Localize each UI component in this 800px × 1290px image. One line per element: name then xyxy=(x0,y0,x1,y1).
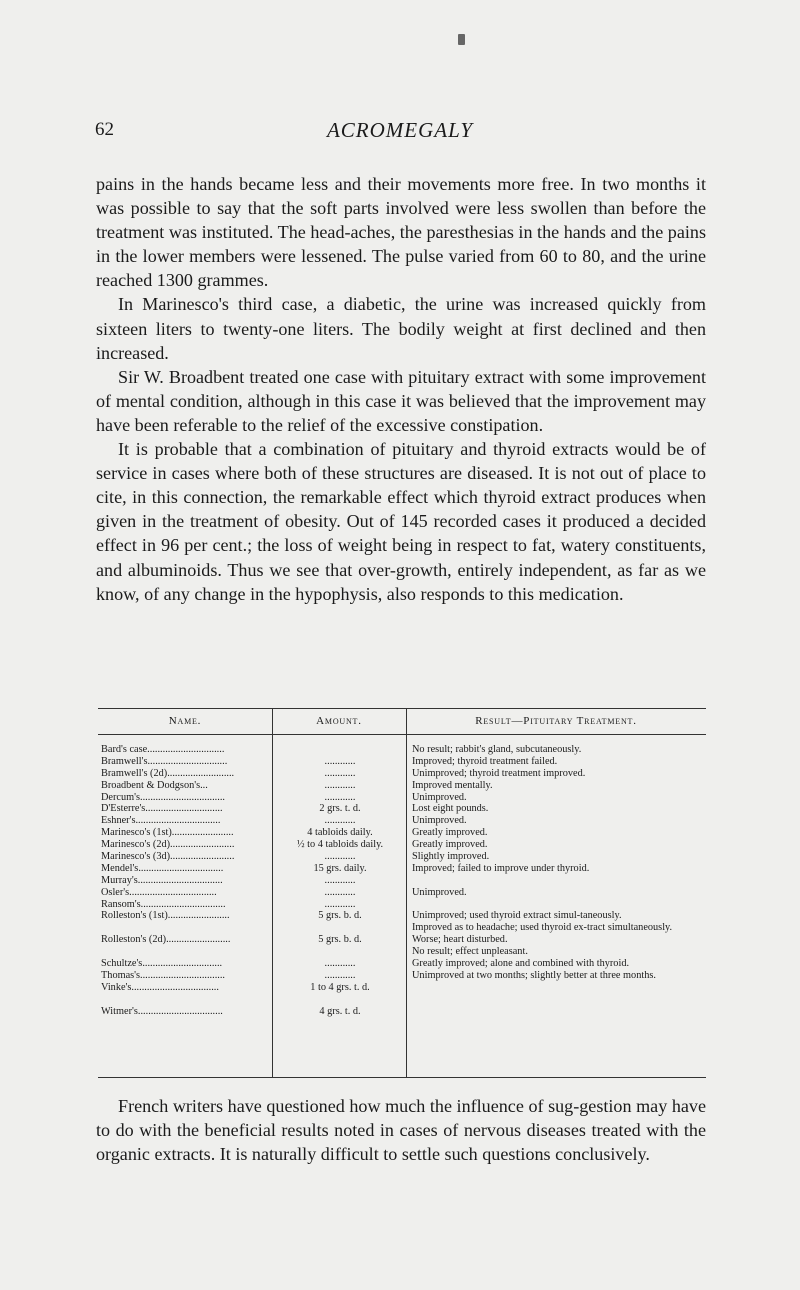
treatment-table xyxy=(98,708,706,1078)
result-cell: Greatly improved. xyxy=(412,827,488,839)
paragraph: In Marinesco's third case, a diabetic, the urine was increased quickly from sixteen liters to twenty-one liters. The bodily weight at first declined and then increased. xyxy=(96,294,706,363)
body-text-bottom xyxy=(96,1094,706,1166)
amount-cell: ............ xyxy=(324,779,356,791)
amount-cell: 5 grs. b. d. xyxy=(318,934,362,946)
name-cell: Eshner's................................. xyxy=(101,815,221,827)
amount-cell: 4 grs. t. d. xyxy=(319,1005,361,1017)
result-cell: Improved; thyroid treatment failed. xyxy=(412,755,558,767)
result-cell: Improved mentally. xyxy=(412,779,493,791)
result-cell: Unimproved at two months; slightly better at three months. xyxy=(412,969,656,981)
name-cell: Witmer's................................. xyxy=(101,1005,223,1017)
result-cell: Lost eight pounds. xyxy=(412,803,489,815)
name-cell xyxy=(101,922,271,934)
result-cell: Greatly improved; alone and combined with thyroid. xyxy=(412,958,630,970)
amount-cell: 5 grs. b. d. xyxy=(318,910,362,922)
amount-cell xyxy=(276,922,404,934)
table-bottom-rule xyxy=(98,1077,706,1078)
name-cell: D'Esterre's.............................. xyxy=(101,803,223,815)
result-cell: Slightly improved. xyxy=(412,851,490,863)
name-cell xyxy=(101,1017,271,1029)
name-cell xyxy=(101,946,271,958)
table-column-divider xyxy=(406,708,407,1077)
name-cell: Rolleston's (2d)......................... xyxy=(101,934,231,946)
amount-cell: ½ to 4 tabloids daily. xyxy=(296,839,384,851)
amount-cell xyxy=(276,744,404,756)
result-cell: Unimproved. xyxy=(412,791,467,803)
amount-cell: ............ xyxy=(324,898,356,910)
binding-mark xyxy=(458,34,465,45)
paragraph: pains in the hands became less and their movements more free. In two months it was possible to say that the soft parts involved were less swollen than before the treatment was instituted. The head-aches, the paresthesias in the hands and the pains in the lower members were lessened. The pulse varied from 60 to 80, and the urine reached 1300 grammes. xyxy=(96,174,706,291)
header-result: Result—Pituitary Treatment. xyxy=(475,715,637,727)
result-cell: Unimproved. xyxy=(412,815,467,827)
amount-cell: 15 grs. daily. xyxy=(313,862,367,874)
name-cell: Bard's case.............................. xyxy=(101,744,225,755)
table-column-divider xyxy=(272,708,273,1077)
header-name: Name. xyxy=(168,715,202,727)
result-cell: Greatly improved. xyxy=(412,839,488,851)
result-column xyxy=(412,744,704,982)
table-header-rule xyxy=(98,734,706,735)
paragraph: French writers have questioned how much the influence of sug-gestion may have to do with the beneficial results noted in cases of nervous diseases treated with the organic extracts. It is naturally difficult to settle such questions conclusively. xyxy=(96,1096,706,1165)
name-cell: Bramwell's (2d).......................... xyxy=(101,767,235,779)
result-cell xyxy=(412,875,704,887)
name-cell xyxy=(101,994,271,1006)
result-cell xyxy=(412,899,704,911)
amount-cell: 4 tabloids daily. xyxy=(307,827,373,839)
running-head: ACROMEGALY xyxy=(326,118,474,142)
result-cell: Improved as to headache; used thyroid ex-tract simultaneously. xyxy=(412,922,673,934)
name-cell: Osler's.................................. xyxy=(101,886,217,898)
name-cell: Mendel's................................. xyxy=(101,862,224,874)
amount-cell: ............ xyxy=(324,755,356,767)
body-text-top xyxy=(96,172,706,606)
page-number: 62 xyxy=(95,119,114,140)
result-cell: Unimproved; thyroid treatment improved. xyxy=(412,767,586,779)
result-cell: Unimproved. xyxy=(412,886,467,898)
name-cell: Broadbent & Dodgson's... xyxy=(101,779,208,791)
amount-cell xyxy=(276,994,404,1006)
name-cell: Marinesco's (3d)......................... xyxy=(101,851,235,863)
name-cell: Marinesco's (1st)........................ xyxy=(101,827,234,839)
amount-cell xyxy=(276,1017,404,1029)
name-cell: Vinke's.................................. xyxy=(101,981,219,993)
paragraph: It is probable that a combination of pituitary and thyroid extracts would be of service in cases where both of these structures are diseased. It is not out of place to cite, in this connection, the remarkable effect which thyroid extract produces when given in the treatment of obesity. Out of 145 recorded cases it produced a decided effect in 96 per cent.; the loss of weight being in respect to fat, watery constituents, and albuminoids. Thus we see that over-growth, entirely independent, as far as we know, of any change in the hypophysis, also responds to this medication. xyxy=(96,439,706,604)
name-cell: Marinesco's (2d)......................... xyxy=(101,839,235,851)
amount-cell: ............ xyxy=(324,969,356,981)
amount-cell: ............ xyxy=(324,874,356,886)
amount-cell: 2 grs. t. d. xyxy=(319,803,361,815)
name-cell: Ransom's................................. xyxy=(101,898,226,910)
name-column xyxy=(101,744,271,1029)
header-amount: Amount. xyxy=(316,715,362,727)
result-cell: No result; effect unpleasant. xyxy=(412,946,528,958)
name-cell: Dercum's................................. xyxy=(101,791,225,803)
name-cell: Schultze's............................... xyxy=(101,958,223,970)
name-cell: Rolleston's (1st)........................ xyxy=(101,910,230,922)
result-cell: No result; rabbit's gland, subcutaneously. xyxy=(412,744,582,755)
amount-cell: ............ xyxy=(324,791,356,803)
name-cell: Murray's................................. xyxy=(101,874,223,886)
amount-cell: 1 to 4 grs. t. d. xyxy=(310,981,370,993)
amount-cell xyxy=(276,946,404,958)
paragraph: Sir W. Broadbent treated one case with pituitary extract with some improvement of mental condition, although in this case it was believed that the improvement may have been referable to the relief of the excessive constipation. xyxy=(96,366,706,435)
result-cell: Worse; heart disturbed. xyxy=(412,934,508,946)
amount-cell: ............ xyxy=(324,815,356,827)
amount-cell: ............ xyxy=(324,886,356,898)
amount-cell: ............ xyxy=(324,767,356,779)
table-top-rule xyxy=(98,708,706,709)
result-cell: Improved; failed to improve under thyroid. xyxy=(412,862,590,874)
name-cell: Thomas's................................. xyxy=(101,969,225,981)
amount-column xyxy=(276,744,404,1029)
amount-cell: ............ xyxy=(324,851,356,863)
amount-cell: ............ xyxy=(324,958,356,970)
name-cell: Bramwell's............................... xyxy=(101,755,228,767)
result-cell: Unimproved; used thyroid extract simul-taneously. xyxy=(412,910,622,922)
